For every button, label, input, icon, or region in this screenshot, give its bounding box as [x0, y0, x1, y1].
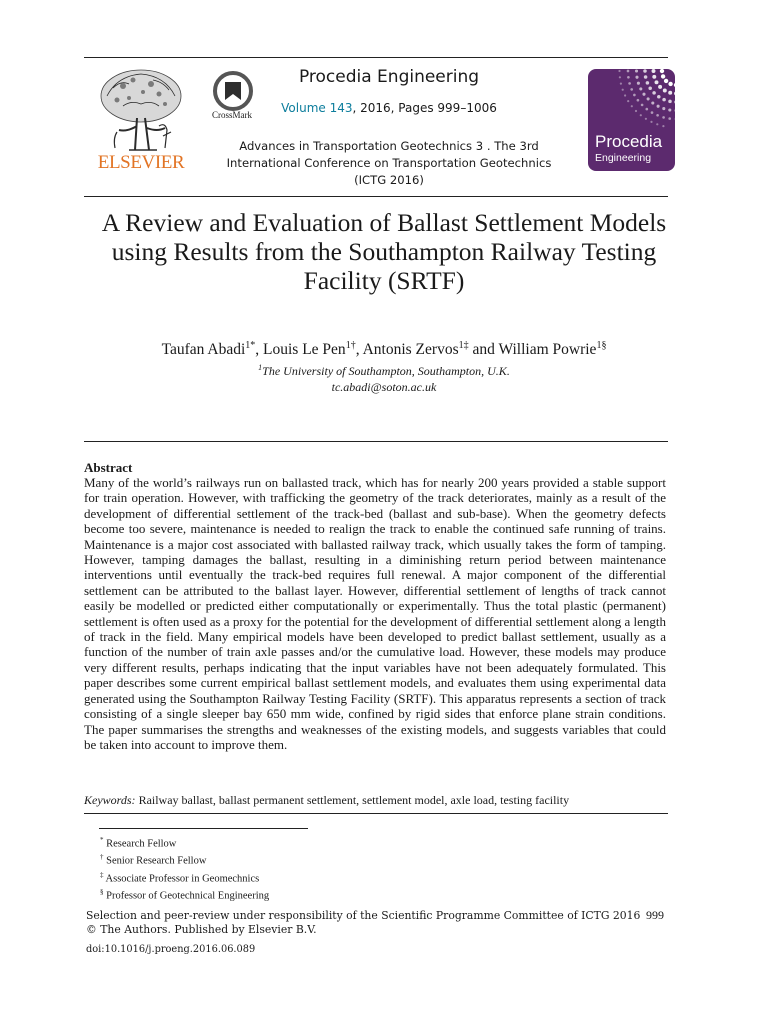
keywords-text: Railway ballast, ballast permanent settlement, settlement model, axle load, testing facility: [135, 793, 570, 807]
conference-info: [224, 138, 554, 189]
keywords-label: Keywords:: [84, 793, 136, 807]
title-line: using Results from the Southampton Railway Testing: [111, 237, 657, 266]
author-name: William Powrie: [498, 341, 597, 359]
footnote-text: Associate Professor in Geomechnics: [105, 873, 260, 885]
badge-subtitle: Engineering: [595, 152, 652, 164]
author-separator: ,: [355, 341, 363, 359]
footnote-rule: [99, 828, 308, 829]
author-list: [84, 340, 684, 359]
author-mark: 1*: [245, 340, 256, 351]
keywords: [84, 793, 684, 808]
affiliation: [84, 363, 684, 379]
volume-line: [270, 101, 508, 115]
footnote: [100, 869, 269, 886]
top-rule: [84, 57, 668, 58]
author-name: Taufan Abadi: [161, 341, 246, 359]
footnote-text: Professor of Geotechnical Engineering: [106, 890, 270, 902]
author-separator: ,: [255, 341, 264, 359]
footnotes: [100, 834, 269, 904]
dots-pattern-icon: [588, 69, 675, 129]
title-line: Facility (SRTF): [303, 266, 465, 295]
conference-line: International Conference on Transportation Geotechnics: [226, 156, 552, 170]
affiliation-text: The University of Southampton, Southampton, U.K.: [262, 364, 510, 378]
footnote-text: Research Fellow: [106, 838, 177, 850]
badge-title: Procedia: [595, 132, 663, 151]
conference-line: Advances in Transportation Geotechnics 3 . The 3rd: [239, 139, 539, 153]
footnote-mark: *: [100, 836, 104, 844]
crossmark-label: CrossMark: [212, 110, 252, 120]
doi-link[interactable]: doi:10.1016/j.proeng.2016.06.089: [86, 944, 256, 955]
author-name: Antonis Zervos: [362, 341, 459, 359]
volume-link[interactable]: Volume 143: [281, 101, 353, 115]
author-mark: 1§: [596, 340, 607, 351]
author-mark: 1‡: [458, 340, 469, 351]
paper-title: [74, 208, 694, 295]
volume-pages: , 2016, Pages 999–1006: [352, 101, 497, 115]
procedia-engineering-logo: [588, 69, 675, 171]
affiliation-mark: 1: [258, 363, 263, 372]
footnote: [100, 851, 269, 868]
title-line: A Review and Evaluation of Ballast Settlement Models: [101, 208, 667, 237]
abstract-heading: Abstract: [84, 460, 133, 475]
footnote-text: Senior Research Fellow: [106, 855, 207, 867]
conference-line: (ICTG 2016): [354, 173, 424, 187]
abstract-rule-top: [84, 441, 668, 442]
footnote-mark: †: [100, 853, 104, 862]
author-mark: 1†: [345, 340, 356, 351]
journal-name: Procedia Engineering: [298, 67, 480, 87]
elsevier-wordmark: ELSEVIER: [97, 152, 185, 173]
footnote: [100, 886, 269, 903]
abstract-rule-bottom: [84, 813, 668, 814]
footer-notice: [86, 909, 640, 937]
selection-line: Selection and peer-review under responsibility of the Scientific Programme Committee of ICTG 2016: [86, 909, 641, 922]
author-separator: and: [468, 341, 499, 359]
footnote: [100, 834, 269, 851]
copyright-line: © The Authors. Published by Elsevier B.V.: [86, 923, 317, 936]
footnote-mark: §: [100, 888, 104, 897]
header-rule: [84, 196, 668, 197]
abstract-body: Many of the world’s railways run on ballasted track, which has for nearly 200 years provided a stable support for train operation. However, with trafficking the geometry of the track deteriorates, mainly as a result of the development of differential settlement of the track-bed (ballast and sub-base). When the geometry defects become too severe, maintenance is needed to realign the track to enable the continued safe running of trains. Maintenance is a major cost associated with ballasted railway track, which usually takes the form of tamping. However, tamping damages the ballast, resulting in a diminishing return period between maintenance interventions until eventually the track-bed requires full renewal. A major component of the differential settlement can be attributed to the ballast layer. However, differential settlement of lengths of track cannot easily be modelled or predicted either computationally or experimentally. Thus the total plastic (permanent) settlement is often used as a proxy for the potential for the development of differential settlement along a length of track in the field. Many empirical models have been developed to predict ballast settlement, usually as a function of the number of train axle passes and/or the cumulative load. However, these models may produce very different results, perhaps indicating that the input variables have not been adequately formulated. This paper describes some current empirical ballast settlement models, and evaluates them using experimental data generated using the Southampton Railway Testing Facility (SRTF). This apparatus represents a section of track consisting of a single sleeper bay 650 mm wide, confined by rigid sides that enforce plane strain conditions. The paper summarises the strengths and weaknesses of the existing models, and suggests variables that could be taken into account to improve them.: [84, 475, 666, 752]
page-number: 999: [646, 908, 664, 922]
author-email[interactable]: tc.abadi@soton.ac.uk: [331, 380, 437, 394]
author-name: Louis Le Pen: [263, 341, 346, 359]
footnote-mark: ‡: [100, 870, 104, 879]
